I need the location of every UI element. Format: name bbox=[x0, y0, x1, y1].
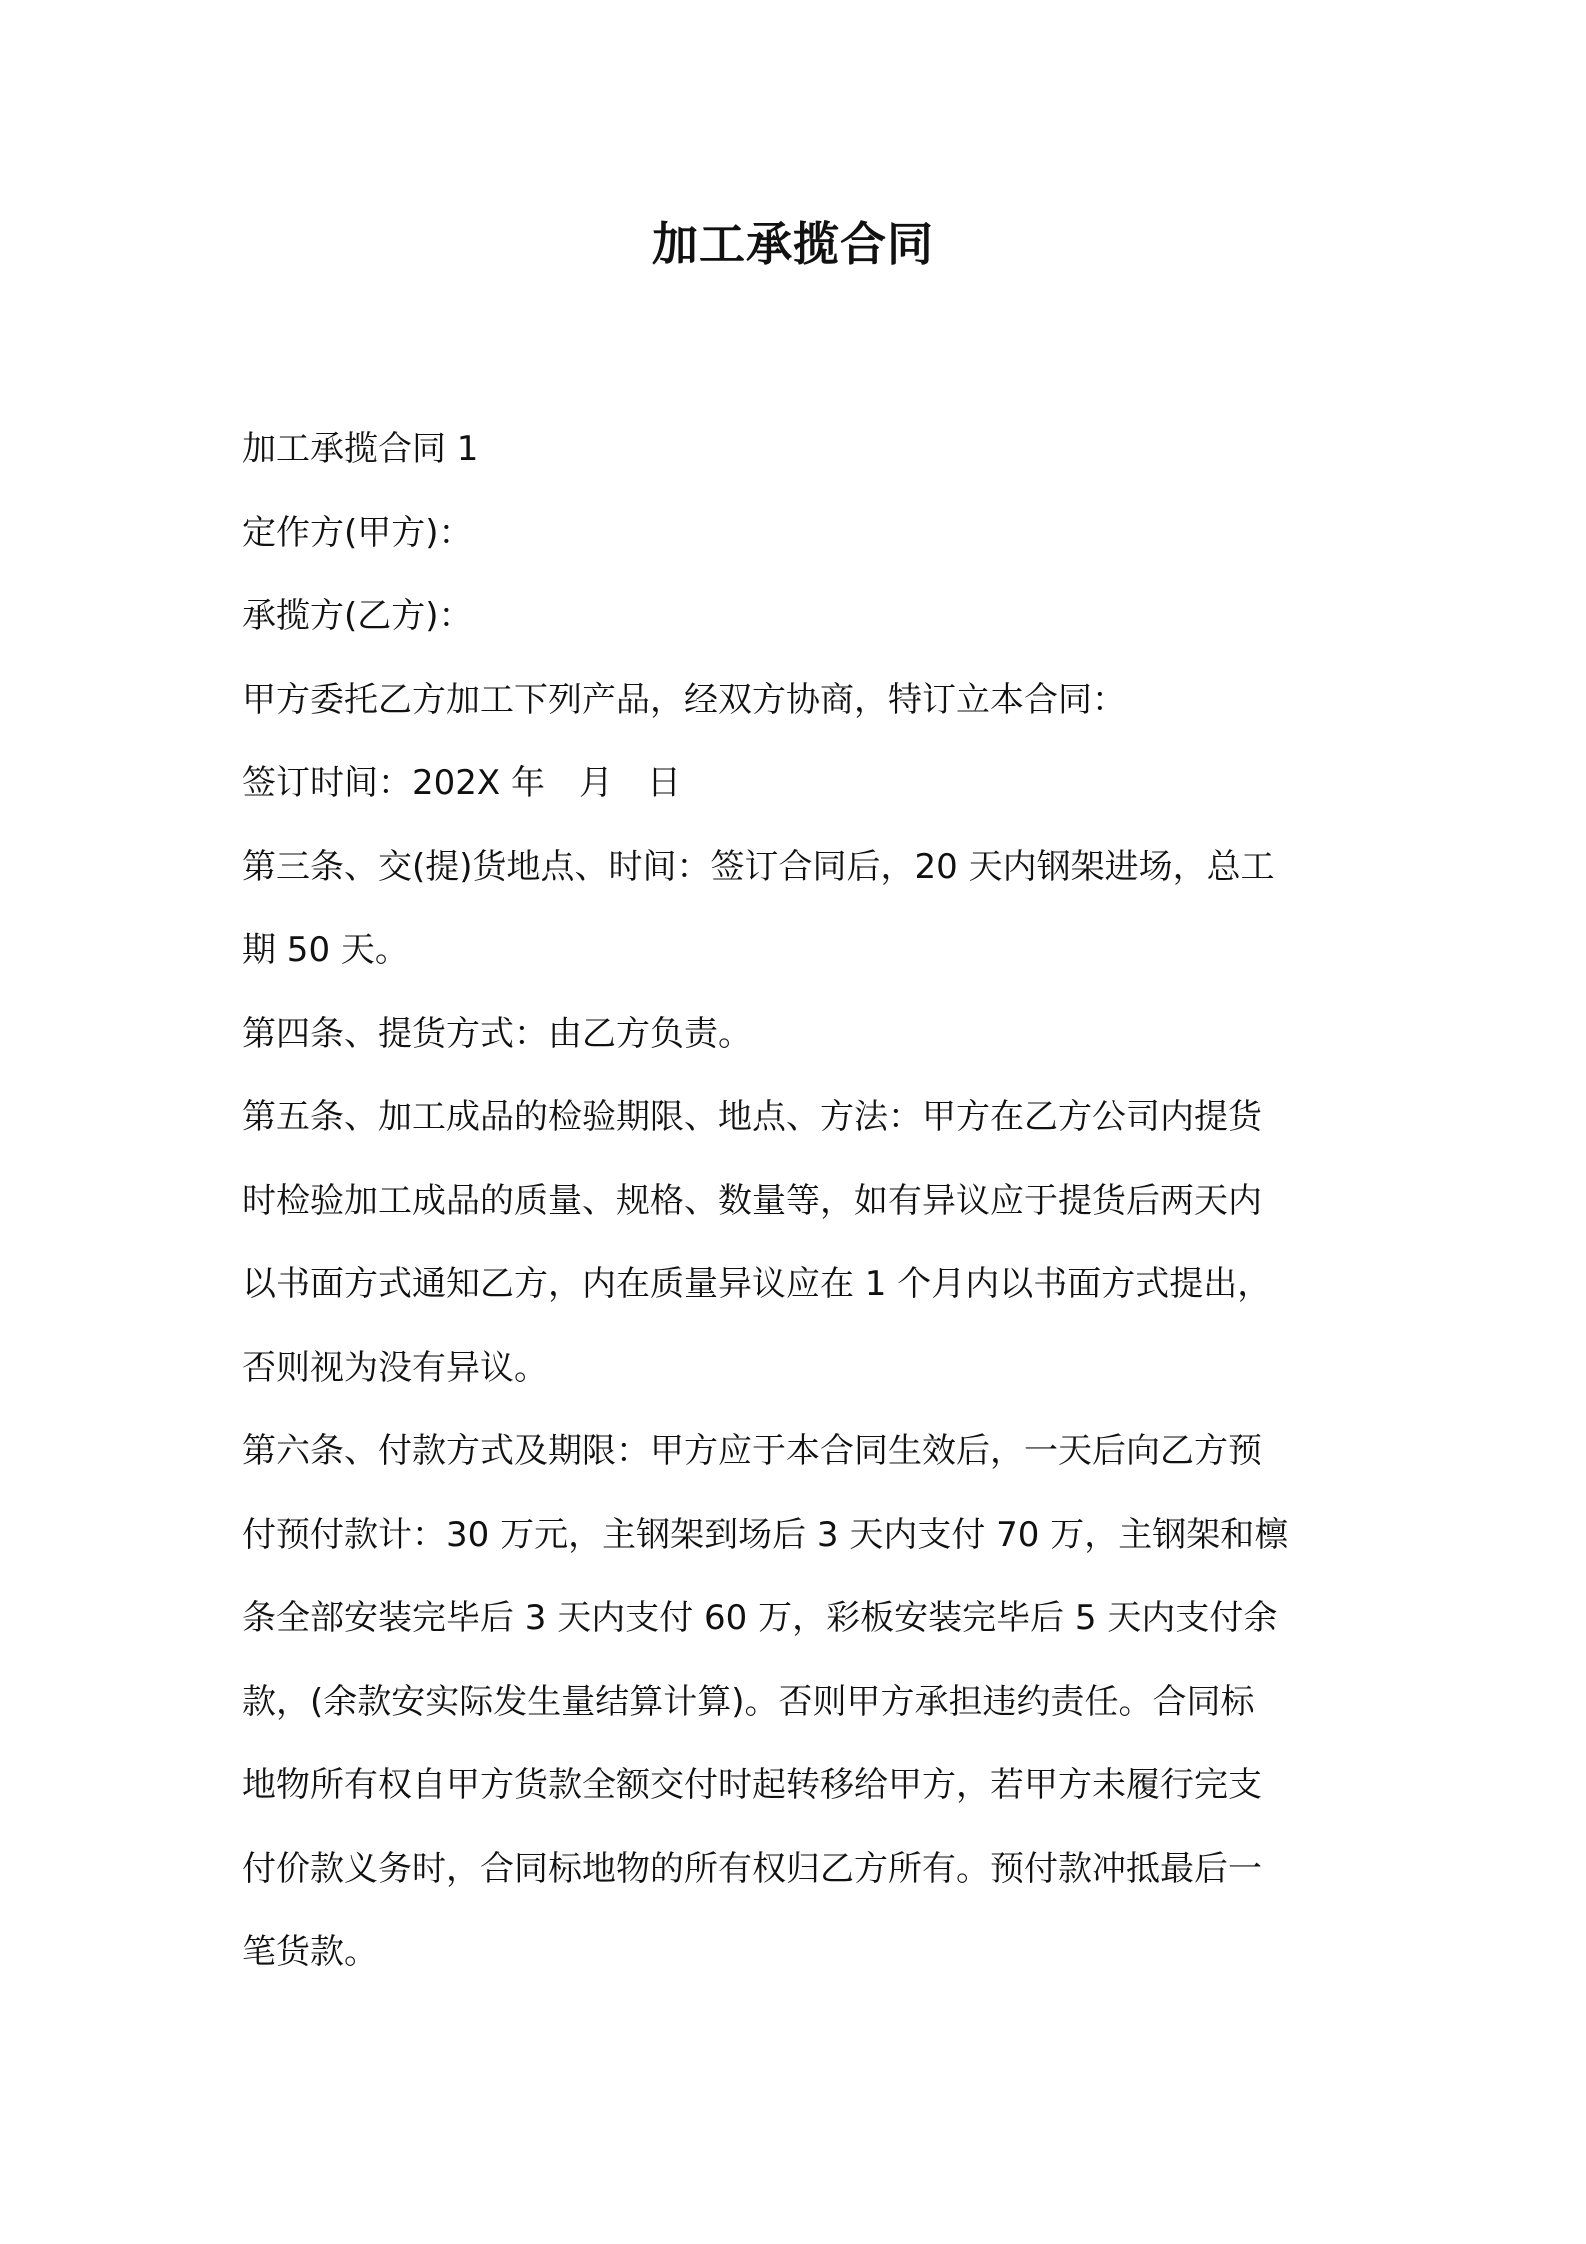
article-4-line: 第四条、提货方式：由乙方负责。 bbox=[242, 1013, 752, 1054]
article-6-line-2: 付预付款计：30 万元，主钢架到场后 3 天内支付 70 万，主钢架和檩 bbox=[242, 1514, 1289, 1555]
article-5-line-3: 以书面方式通知乙方，内在质量异议应在 1 个月内以书面方式提出， bbox=[242, 1264, 1272, 1304]
preamble-line: 甲方委托乙方加工下列产品，经双方协商，特订立本合同： bbox=[242, 679, 1126, 720]
article-6-line-4: 款，(余款安实际发生量结算计算)。否则甲方承担违约责任。合同标 bbox=[242, 1681, 1255, 1722]
article-6-line-6: 付价款义务时，合同标地物的所有权归乙方所有。预付款冲抵最后一 bbox=[242, 1848, 1262, 1889]
article-6-line-1: 第六条、付款方式及期限：甲方应于本合同生效后，一天后向乙方预 bbox=[242, 1431, 1262, 1471]
contract-subtitle: 加工承揽合同 1 bbox=[242, 429, 479, 469]
party-b-line: 承揽方(乙方)： bbox=[242, 596, 473, 636]
article-6-line-7: 笔货款。 bbox=[242, 1932, 378, 1972]
article-3-line-2: 期 50 天。 bbox=[242, 930, 409, 970]
article-5-line-4: 否则视为没有异议。 bbox=[242, 1347, 548, 1388]
document-body bbox=[242, 408, 1362, 1995]
signing-date-line: 签订时间：202X 年 月 日 bbox=[242, 763, 681, 803]
article-5-line-2: 时检验加工成品的质量、规格、数量等，如有异议应于提货后两天内 bbox=[242, 1180, 1262, 1221]
article-6-line-3: 条全部安装完毕后 3 天内支付 60 万，彩板安装完毕后 5 天内支付余 bbox=[242, 1598, 1278, 1638]
article-6-line-5: 地物所有权自甲方货款全额交付时起转移给甲方，若甲方未履行完支 bbox=[242, 1765, 1262, 1805]
article-3-line-1: 第三条、交(提)货地点、时间：签订合同后，20 天内钢架进场，总工 bbox=[242, 846, 1275, 887]
article-5-line-1: 第五条、加工成品的检验期限、地点、方法：甲方在乙方公司内提货 bbox=[242, 1097, 1262, 1137]
document-title: 加工承揽合同 bbox=[652, 217, 934, 271]
party-a-line: 定作方(甲方)： bbox=[242, 512, 473, 553]
